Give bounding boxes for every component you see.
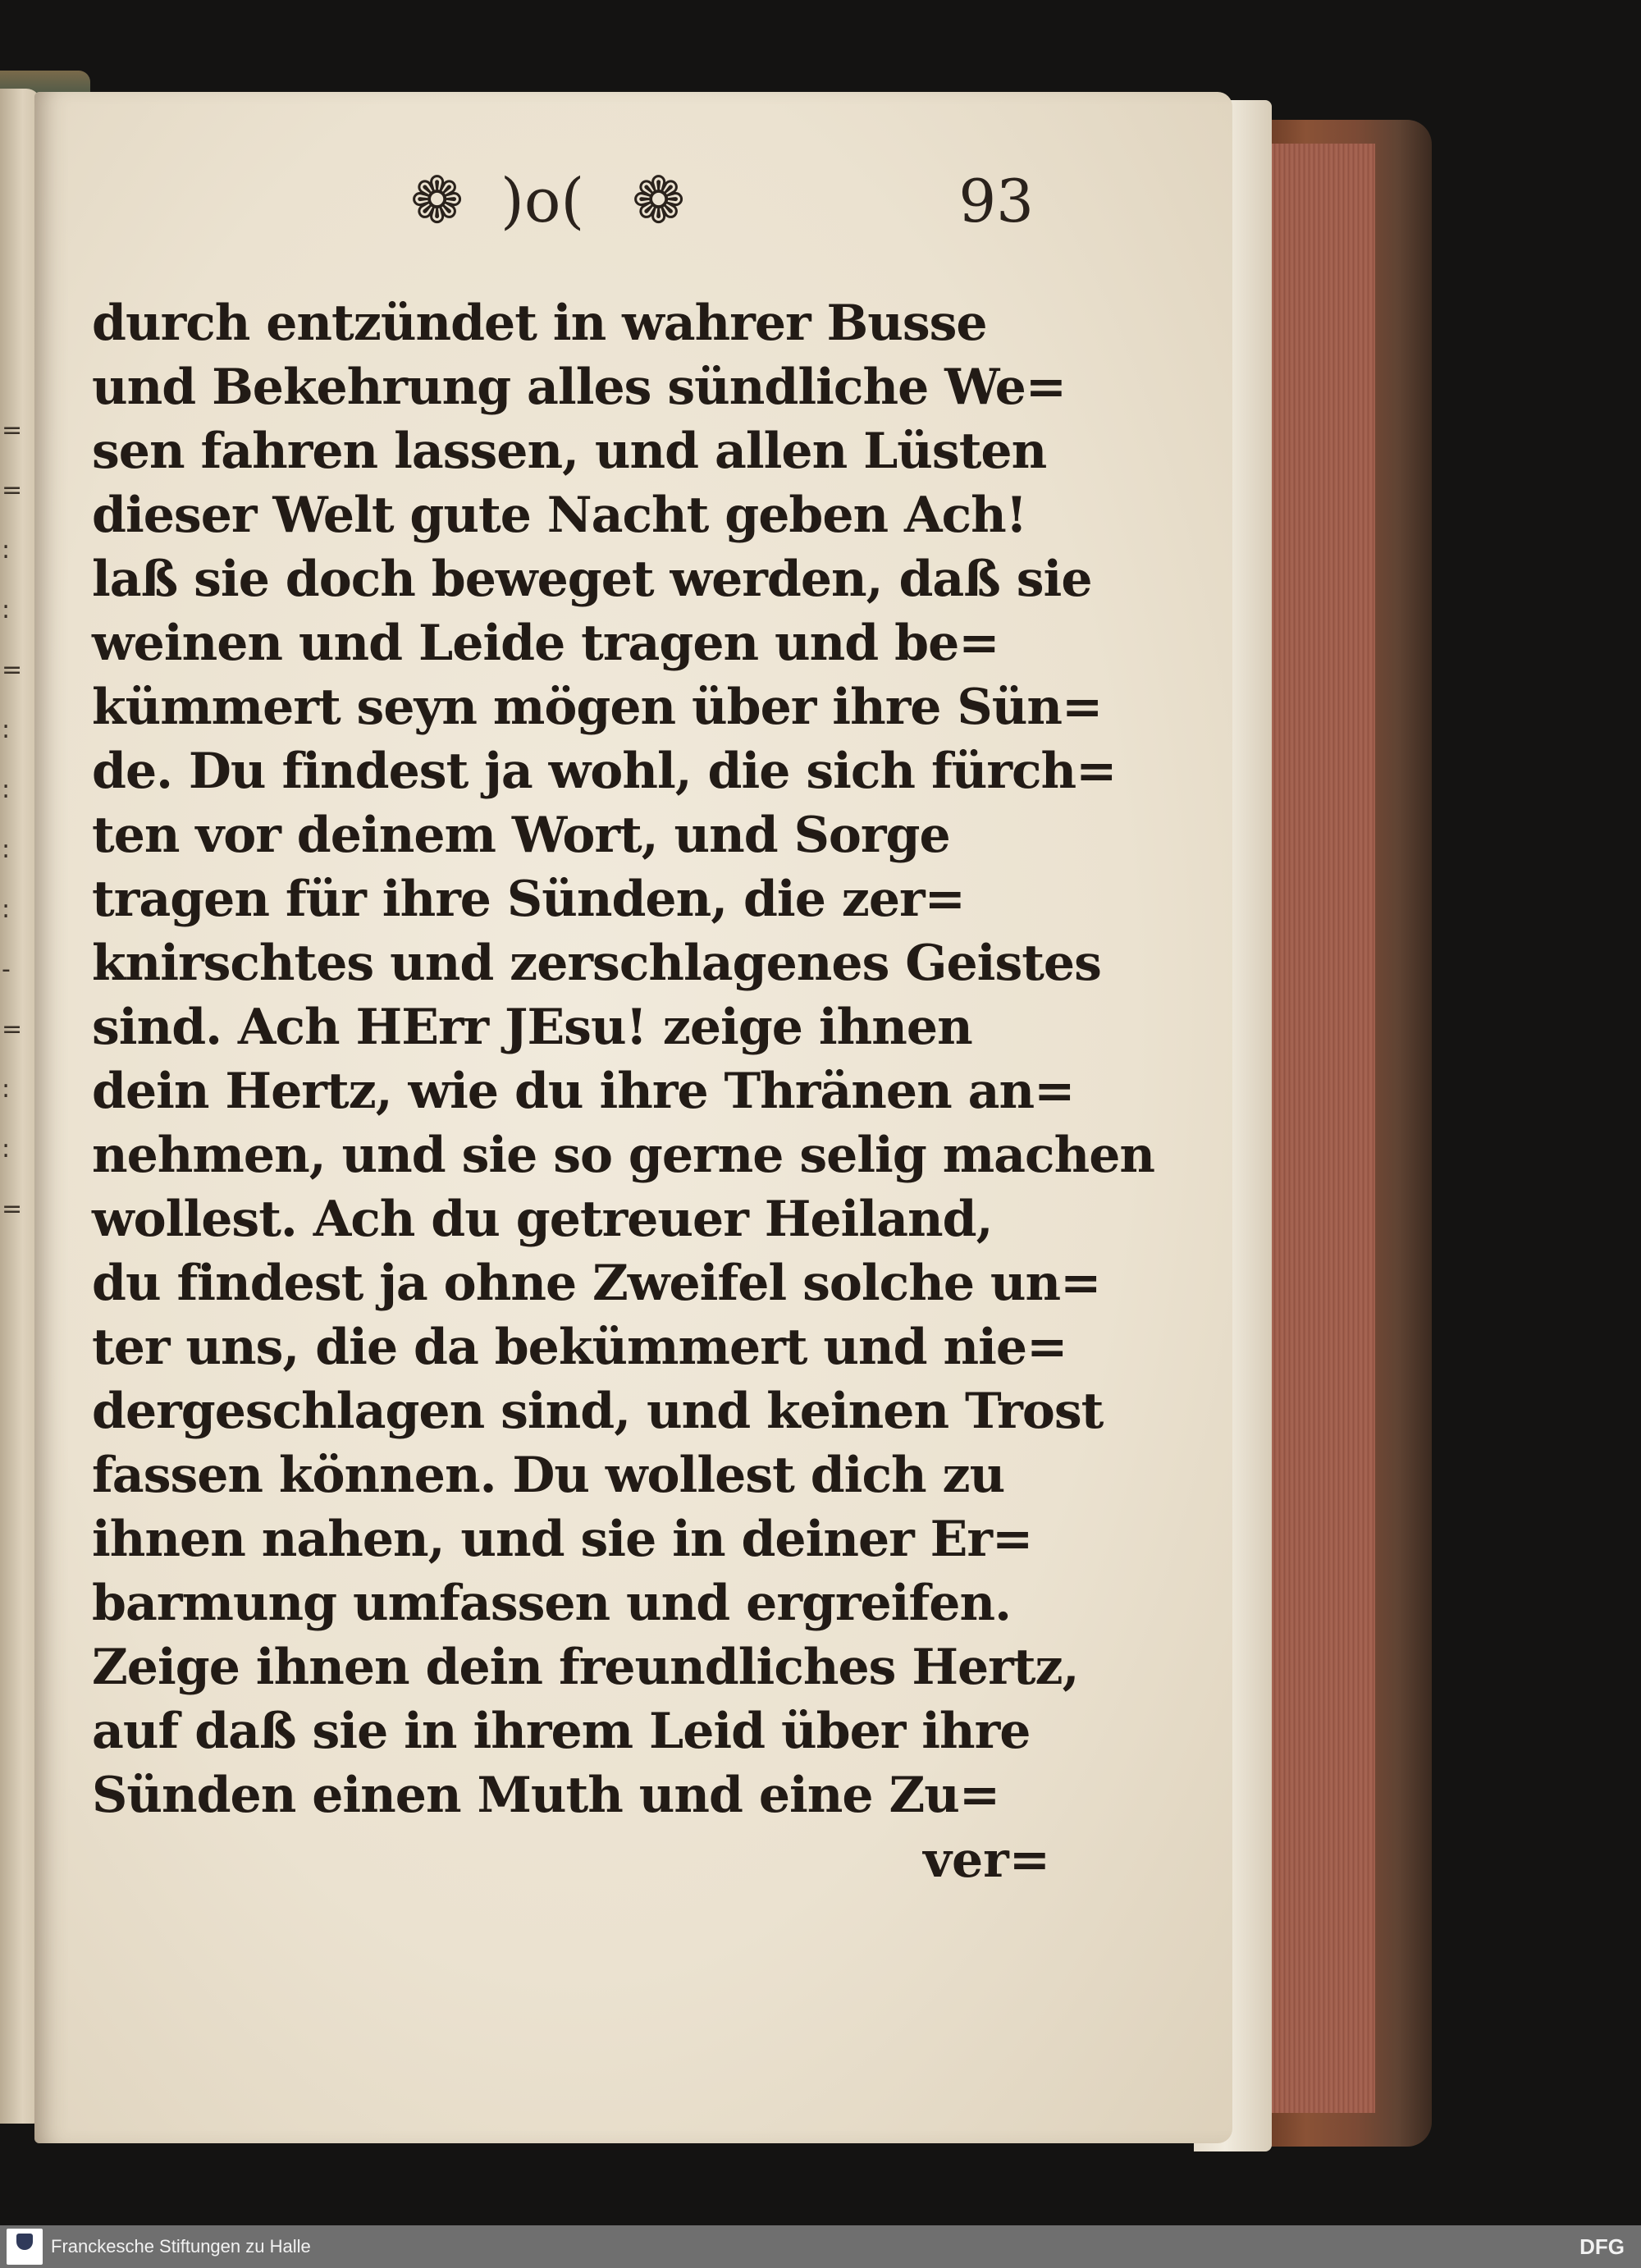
- page-fore-edge: [1270, 144, 1375, 2113]
- text-line: weinen und Leide tragen und be=: [92, 615, 999, 672]
- franckesche-stiftungen-logo-icon: [7, 2229, 43, 2265]
- running-head: [410, 164, 1034, 238]
- text-line: tragen für ihre Sünden, die zer=: [92, 871, 965, 928]
- dfg-logo: DFG: [1579, 2234, 1625, 2259]
- text-line: wollest. Ach du getreuer Heiland,: [92, 1191, 993, 1248]
- rosette-ornament-icon: ❁: [410, 164, 464, 238]
- page-number: 93: [958, 167, 1034, 235]
- text-line: nehmen, und sie so gerne selig machen: [92, 1127, 1155, 1184]
- text-line: barmung umfassen und ergreifen.: [92, 1575, 1011, 1632]
- text-line: sind. Ach HErr JEsu! zeige ihnen: [92, 999, 972, 1056]
- previous-page-margin-marks: = = : : = : : : : - = : : =: [2, 416, 23, 1223]
- text-line: ten vor deinem Wort, und Sorge: [92, 807, 950, 864]
- page-body-text: [92, 291, 1155, 1827]
- text-line: fassen können. Du wollest dich zu: [92, 1447, 1005, 1504]
- catchword: ver=: [923, 1831, 1050, 1889]
- text-line: kümmert seyn mögen über ihre Sün=: [92, 679, 1103, 736]
- logo-mark: [16, 2234, 33, 2250]
- running-head-text: )o(: [501, 166, 585, 236]
- text-line: ihnen nahen, und sie in deiner Er=: [92, 1511, 1033, 1568]
- institution-label: Franckesche Stiftungen zu Halle: [51, 2236, 311, 2257]
- viewer-footer: [0, 2225, 1641, 2268]
- rosette-ornament-icon: ❁: [632, 164, 686, 238]
- text-line: dergeschlagen sind, und keinen Trost: [92, 1383, 1104, 1440]
- text-line: de. Du findest ja wohl, die sich fürch=: [92, 743, 1117, 800]
- text-line: Sünden einen Muth und eine Zu=: [92, 1767, 1000, 1824]
- text-line: durch entzündet in wahrer Busse: [92, 295, 987, 352]
- text-line: laß sie doch beweget werden, daß sie: [92, 551, 1092, 608]
- text-line: sen fahren lassen, und allen Lüsten: [92, 423, 1047, 480]
- text-line: auf daß sie in ihrem Leid über ihre: [92, 1703, 1031, 1760]
- text-line: ter uns, die da bekümmert und nie=: [92, 1319, 1067, 1376]
- text-line: dein Hertz, wie du ihre Thränen an=: [92, 1063, 1075, 1120]
- text-line: Zeige ihnen dein freundliches Hertz,: [92, 1639, 1079, 1696]
- text-line: du findest ja ohne Zweifel solche un=: [92, 1255, 1101, 1312]
- text-line: dieser Welt gute Nacht geben Ach!: [92, 487, 1027, 544]
- text-line: knirschtes und zerschlagenes Geistes: [92, 935, 1101, 992]
- text-line: und Bekehrung alles sündliche We=: [92, 359, 1067, 416]
